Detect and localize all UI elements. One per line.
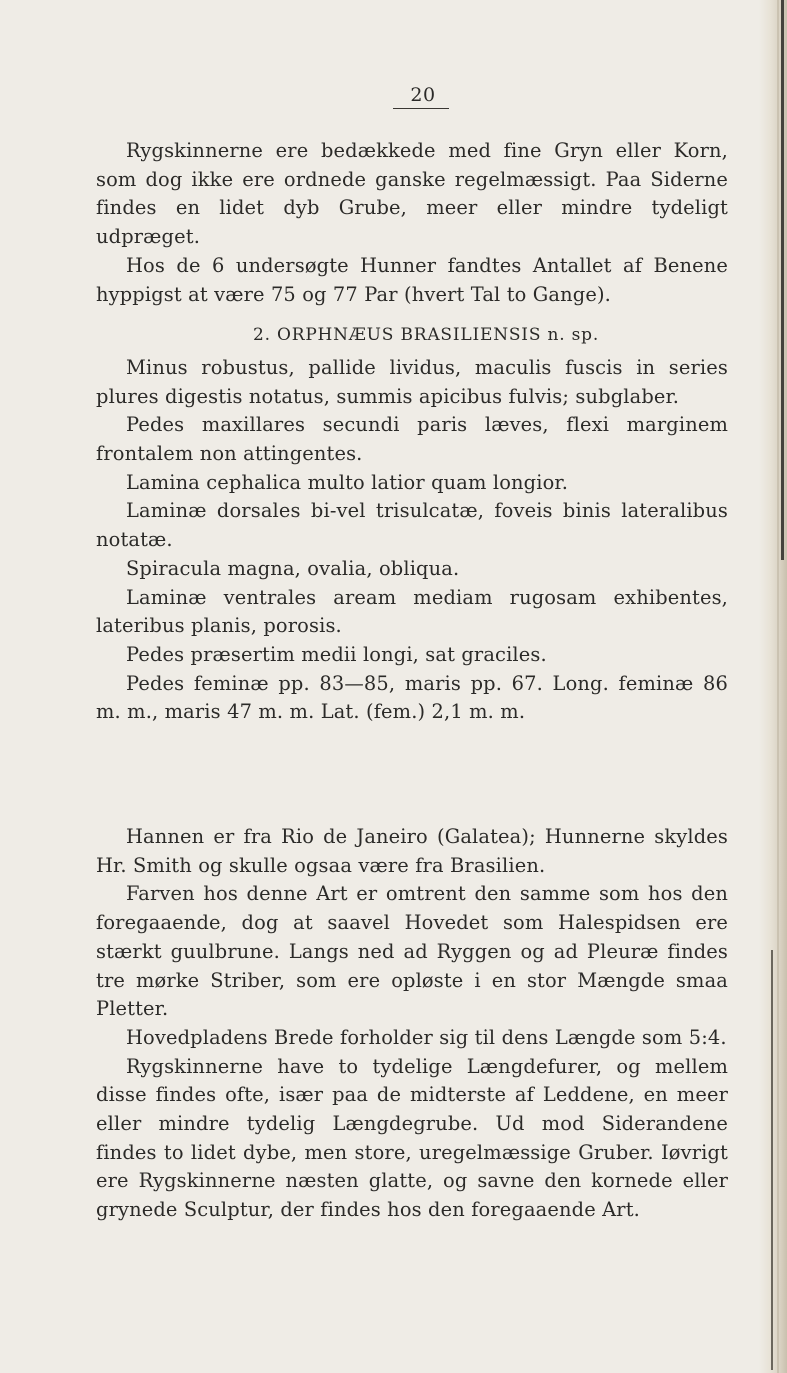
danish-paragraph-1: Hannen er fra Rio de Janeiro (Galatea); Hunnerne skyldes Hr. Smith og skulle ogsaa være fra Brasilien.: [96, 825, 728, 877]
latin-paragraph-2: Pedes maxillares secundi paris læves, flexi marginem frontalem non attingentes.: [96, 413, 728, 466]
page-edge-line: [777, 0, 779, 1373]
lower-text-block: [96, 823, 728, 1225]
page-number: 20: [410, 84, 436, 106]
latin-paragraph-1: Minus robustus, pallide lividus, maculis fuscis in series plures digestis notatus, summis apicibus fulvis; subglaber.: [96, 355, 728, 408]
latin-paragraph-7: Pedes præsertim medii longi, sat graciles.: [126, 642, 547, 666]
intro-paragraph-1: Rygskinnerne ere bedækkede med fine Gryn eller Korn, som dog ikke ere ordnede ganske regelmæssigt. Paa Siderne findes en lidet dyb Grube, meer eller mindre tydeligt udpræget.: [96, 139, 728, 249]
latin-paragraph-5: Spiracula magna, ovalia, obliqua.: [126, 556, 460, 580]
intro-paragraph-2: Hos de 6 undersøgte Hunner fandtes Antallet af Benene hyppigst at være 75 og 77 Par (hvert Tal to Gange).: [96, 253, 728, 306]
danish-paragraph-3: Hovedpladens Brede forholder sig til dens Længde som 5:4.: [126, 1025, 727, 1049]
upper-text-block: [96, 137, 728, 727]
latin-paragraph-4: Laminæ dorsales bi-vel trisulcatæ, foveis binis lateralibus notatæ.: [96, 499, 728, 552]
danish-paragraph-4: Rygskinnerne have to tydelige Længdefurer, og mellem disse findes ofte, især paa de midterste af Leddene, en meer eller mindre tydelig Længdegrube. Ud mod Siderandene findes to lidet dybe, men store, uregelmæssige Gruber. Iøvrigt ere Rygskinnerne næsten glatte, og savne den kornede eller grynede Sculptur, der findes hos den foregaaende Art.: [96, 1054, 728, 1222]
species-heading: 2. ORPHNÆUS BRASILIENSIS n. sp.: [252, 325, 600, 346]
binding-edge-dark-bottom: [771, 950, 773, 1370]
danish-paragraph-2: Farven hos denne Art er omtrent den samme som hos den foregaaende, dog at saavel Hovedet som Halespidsen ere stærkt guulbrune. Langs ned ad Ryggen og ad Pleuræ findes tre mørke Striber, som ere opløste i en stor Mængde smaa Pletter.: [96, 882, 728, 1021]
latin-paragraph-3: Lamina cephalica multo latior quam longior.: [126, 470, 569, 494]
page-number-underline: [393, 108, 449, 109]
binding-edge-dark-top: [781, 0, 784, 560]
latin-paragraph-6: Laminæ ventrales aream mediam rugosam exhibentes, lateribus planis, porosis.: [96, 585, 728, 638]
latin-paragraph-8: Pedes feminæ pp. 83—85, maris pp. 67. Long. feminæ 86 m. m., maris 47 m. m. Lat. (fem.) 2,1 m. m.: [96, 671, 728, 724]
